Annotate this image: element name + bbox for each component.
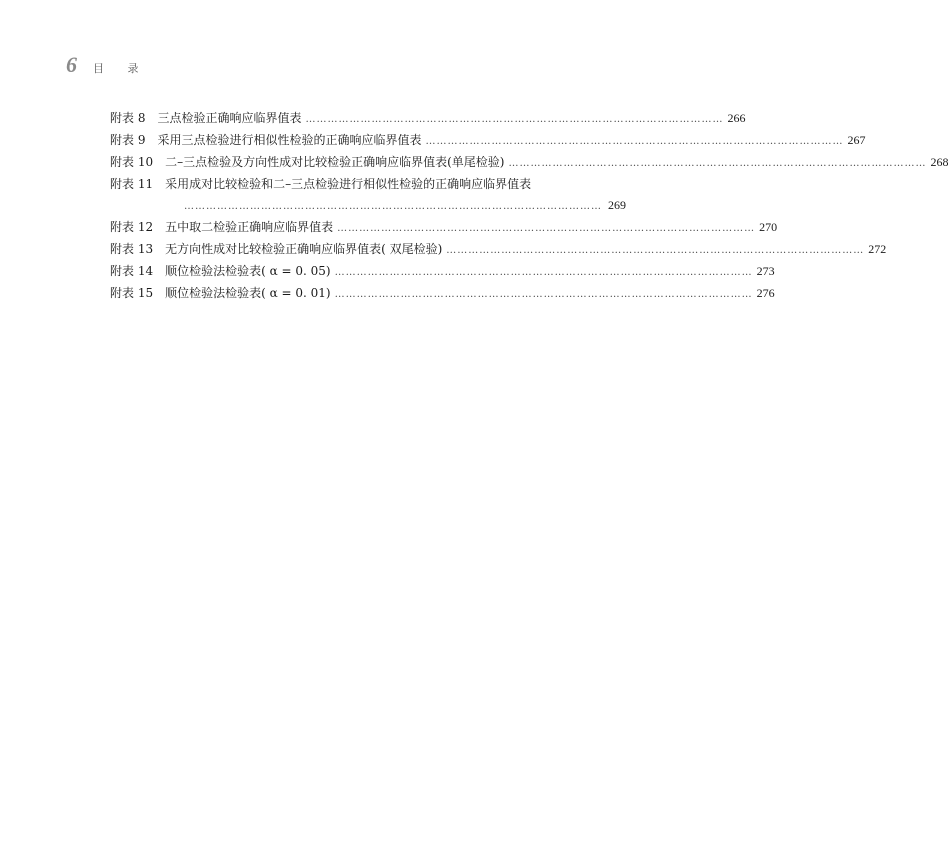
toc-entry-title: 无方向性成对比较检验正确响应临界值表( 双尾检验) — [165, 242, 443, 256]
toc-entry-page: 269 — [608, 198, 626, 212]
toc-entry-label: 附表 12 — [110, 220, 154, 234]
toc-entry[interactable] — [110, 130, 866, 152]
toc-entry[interactable] — [110, 283, 775, 305]
dot-leader: …………………………………………………………………………………………………… — [508, 158, 927, 169]
dot-leader: …………………………………………………………………………………………………… — [305, 114, 724, 125]
toc-entry-page: 273 — [756, 264, 775, 278]
toc-entry-title: 三点检验正确响应临界值表 — [157, 111, 302, 125]
toc-entry-page: 266 — [727, 111, 746, 125]
toc-entry-title: 顺位检验法检验表( α = 0. 01) — [165, 286, 331, 300]
toc-entry[interactable] — [110, 261, 775, 283]
toc-entry-title: 二–三点检验及方向性成对比较检验正确响应临界值表(单尾检验) — [165, 155, 505, 169]
dot-leader: …………………………………………………………………………………………………… — [184, 201, 602, 212]
toc-entry-title: 采用成对比较检验和二–三点检验进行相似性检验的正确响应临界值表 — [165, 177, 532, 191]
toc-entry-label: 附表 8 — [110, 111, 146, 125]
table-of-contents — [110, 108, 948, 305]
toc-entry-label: 附表 9 — [110, 133, 146, 147]
toc-entry-title: 五中取二检验正确响应临界值表 — [165, 220, 334, 234]
toc-entry-page: 276 — [756, 286, 775, 300]
dot-leader: …………………………………………………………………………………………………… — [334, 289, 753, 300]
toc-entry-title: 顺位检验法检验表( α = 0. 05) — [165, 264, 331, 278]
running-title: 目 录 — [93, 62, 149, 75]
toc-entry[interactable] — [110, 152, 948, 174]
toc-entry[interactable] — [110, 217, 778, 239]
toc-entry-label: 附表 10 — [110, 155, 154, 169]
dot-leader: …………………………………………………………………………………………………… — [446, 245, 865, 256]
toc-entry[interactable] — [110, 108, 746, 130]
toc-entry-title: 采用三点检验进行相似性检验的正确响应临界值表 — [157, 133, 422, 147]
toc-entry-label: 附表 14 — [110, 264, 154, 278]
toc-entry-label: 附表 11 — [110, 177, 154, 191]
toc-entry-page: 267 — [847, 133, 866, 147]
toc-entry[interactable] — [110, 174, 626, 217]
toc-entry-page: 272 — [868, 242, 887, 256]
dot-leader: …………………………………………………………………………………………………… — [425, 136, 844, 147]
toc-entry-page: 270 — [759, 220, 778, 234]
toc-entry-label: 附表 15 — [110, 286, 154, 300]
page-number: 6 — [66, 52, 77, 77]
dot-leader: …………………………………………………………………………………………………… — [334, 267, 753, 278]
toc-entry-page: 268 — [930, 155, 948, 169]
running-header — [66, 52, 149, 78]
dot-leader: …………………………………………………………………………………………………… — [337, 223, 756, 234]
toc-entry[interactable] — [110, 239, 887, 261]
toc-entry-label: 附表 13 — [110, 242, 154, 256]
